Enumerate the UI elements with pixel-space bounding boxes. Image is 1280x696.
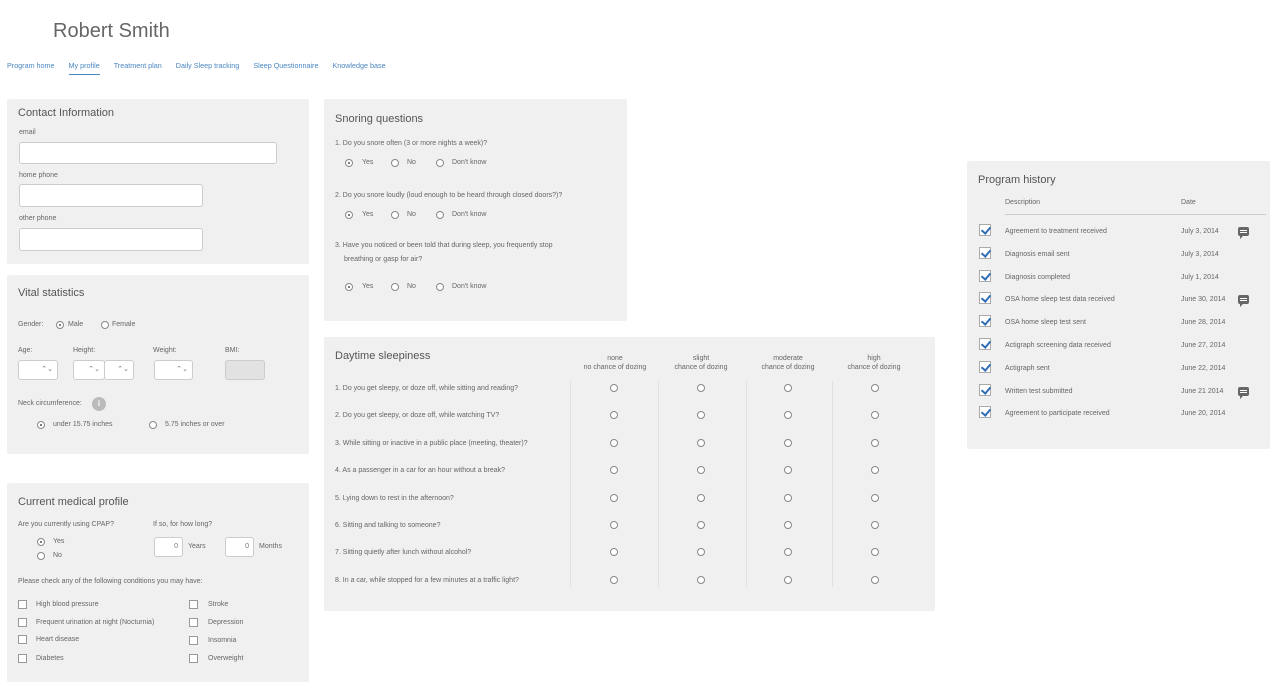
home-phone-label: home phone [19, 172, 58, 179]
sleepiness-radio[interactable] [610, 576, 618, 584]
sleepiness-radio[interactable] [871, 576, 879, 584]
snoring-q3-cont: breathing or gasp for air? [344, 256, 423, 263]
sleepiness-question: 5. Lying down to rest in the afternoon? [335, 494, 454, 502]
vitals-panel [7, 275, 309, 454]
cpap-duration-label: If so, for how long? [153, 521, 213, 528]
history-date: June 30, 2014 [1181, 296, 1226, 304]
user-name: Robert Smith [53, 20, 170, 42]
neck-under-label: under 15.75 inches [53, 421, 113, 428]
comment-icon[interactable] [1238, 227, 1249, 236]
contact-panel [7, 99, 309, 264]
sleepiness-radio[interactable] [697, 548, 705, 556]
sleepiness-radio[interactable] [871, 384, 879, 392]
sleepiness-radio[interactable] [697, 521, 705, 529]
q1-dontknow-radio[interactable] [436, 159, 444, 167]
history-check-icon [979, 384, 991, 396]
history-header-divider [1005, 214, 1266, 215]
sleepiness-question: 8. In a car, while stopped for a few minutes at a traffic light? [335, 576, 519, 584]
history-date: June 21 2014 [1181, 387, 1224, 395]
q3-no-label: No [407, 283, 416, 290]
sleepiness-radio[interactable] [610, 521, 618, 529]
cpap-yes-label: Yes [53, 538, 65, 545]
history-date: July 1, 2014 [1181, 273, 1219, 281]
column-divider [746, 381, 747, 587]
q1-yes-label: Yes [362, 159, 374, 166]
sleepiness-radio[interactable] [697, 576, 705, 584]
height-inches-spinner[interactable]: ⌃⌄ [104, 360, 134, 380]
col-moderate-l2: chance of dozing [761, 364, 815, 371]
q1-yes-radio[interactable] [345, 159, 353, 167]
condition-label: Heart disease [36, 636, 80, 643]
sleepiness-radio[interactable] [697, 411, 705, 419]
medical-panel [7, 483, 309, 682]
years-spinner[interactable]: 0 [154, 537, 183, 557]
condition-label: Frequent urination at night (Nocturnia) [36, 619, 155, 626]
history-date: June 22, 2014 [1181, 364, 1226, 372]
sleepiness-radio[interactable] [871, 521, 879, 529]
sleepiness-radio[interactable] [784, 521, 792, 529]
sleepiness-question: 2. Do you get sleepy, or doze off, while watching TV? [335, 412, 500, 420]
sleepiness-question: 4. As a passenger in a car for an hour without a break? [335, 467, 506, 475]
age-spinner[interactable]: ⌃⌄ [18, 360, 58, 380]
snoring-q3: 3. Have you noticed or been told that during sleep, you frequently stop [335, 242, 553, 249]
column-divider [658, 381, 659, 587]
comment-icon[interactable] [1238, 295, 1249, 304]
nav-knowledge-base[interactable]: Knowledge base [332, 61, 386, 70]
sleepiness-question: 6. Sitting and talking to someone? [335, 522, 441, 529]
email-input[interactable] [19, 142, 277, 164]
history-title: Program history [978, 174, 1056, 186]
q3-yes-label: Yes [362, 283, 374, 290]
history-check-icon [979, 315, 991, 327]
condition-label: Insomnia [208, 637, 237, 644]
q1-dontknow-label: Don't know [452, 159, 487, 166]
sleepiness-radio[interactable] [784, 439, 792, 447]
gender-label: Gender: [18, 321, 44, 328]
q1-no-label: No [407, 159, 416, 166]
neck-label: Neck circumference: [18, 400, 82, 407]
height-label: Height: [73, 347, 96, 354]
history-check-icon [979, 406, 991, 418]
sleepiness-radio[interactable] [610, 411, 618, 419]
history-check-icon [979, 292, 991, 304]
col-none-l1: none [607, 355, 623, 362]
contact-title: Contact Information [18, 107, 114, 119]
snoring-panel [324, 99, 627, 321]
history-date: June 28, 2014 [1181, 319, 1226, 327]
history-description: Actigraph sent [1005, 364, 1050, 372]
history-check-icon [979, 270, 991, 282]
q2-no-radio[interactable] [391, 211, 399, 219]
col-high-l1: high [867, 355, 881, 362]
home-phone-input[interactable] [19, 184, 203, 207]
snoring-title: Snoring questions [335, 113, 424, 125]
history-col-description: Description [1005, 199, 1041, 206]
condition-label: Depression [208, 619, 244, 626]
sleepiness-radio[interactable] [697, 439, 705, 447]
sleepiness-radio[interactable] [871, 548, 879, 556]
gender-male-radio[interactable] [56, 321, 64, 329]
months-label: Months [259, 543, 282, 550]
neck-over-radio[interactable] [149, 421, 157, 429]
col-high-l2: chance of dozing [847, 364, 901, 371]
neck-under-radio[interactable] [37, 421, 45, 429]
sleepiness-radio[interactable] [871, 411, 879, 419]
condition-checkbox[interactable] [189, 618, 198, 627]
years-label: Years [188, 543, 206, 550]
weight-label: Weight: [153, 347, 177, 354]
history-date: June 27, 2014 [1181, 342, 1226, 349]
condition-label: Diabetes [36, 655, 64, 662]
comment-icon[interactable] [1238, 387, 1249, 396]
q2-dontknow-radio[interactable] [436, 211, 444, 219]
history-check-icon [979, 224, 991, 236]
months-spinner[interactable]: 0 [225, 537, 254, 557]
col-slight-l1: slight [692, 355, 710, 362]
history-check-icon [979, 361, 991, 373]
history-col-date: Date [1181, 199, 1196, 206]
condition-checkbox[interactable] [189, 636, 198, 645]
gender-male-label: Male [68, 321, 84, 328]
bmi-label: BMI: [225, 347, 240, 354]
cpap-question: Are you currently using CPAP? [18, 521, 114, 528]
sleepiness-question: 3. While sitting or inactive in a public place (meeting, theater)? [335, 439, 528, 447]
snoring-q2: 2. Do you snore loudly (loud enough to be heard through closed doors?)? [335, 192, 563, 199]
history-date: July 3, 2014 [1181, 228, 1219, 235]
cpap-no-radio[interactable] [37, 552, 45, 560]
history-panel [967, 161, 1270, 449]
sleepiness-radio[interactable] [697, 384, 705, 392]
condition-checkbox[interactable] [18, 635, 27, 644]
nav-sleep-questionnaire[interactable]: Sleep Questionnaire [253, 61, 319, 70]
history-description: Actigraph screening data received [1005, 342, 1111, 349]
conditions-question: Please check any of the following conditions you may have: [18, 578, 203, 585]
history-description: Written test submitted [1005, 387, 1073, 395]
condition-checkbox[interactable] [18, 600, 27, 609]
sleepiness-radio[interactable] [784, 576, 792, 584]
nav-treatment-plan[interactable]: Treatment plan [113, 61, 162, 70]
daytime-title: Daytime sleepiness [335, 350, 431, 362]
history-description: Agreement to treatment received [1005, 228, 1107, 235]
history-date: June 20, 2014 [1181, 410, 1226, 418]
col-none-l2: no chance of dozing [583, 364, 647, 371]
height-feet-spinner[interactable]: ⌃⌄ [73, 360, 105, 380]
sleepiness-radio[interactable] [784, 494, 792, 502]
condition-label: Overweight [208, 655, 244, 662]
sleepiness-radio[interactable] [610, 466, 618, 474]
column-divider [832, 381, 833, 587]
other-phone-input[interactable] [19, 228, 203, 251]
gender-female-radio[interactable] [101, 321, 109, 329]
q3-yes-radio[interactable] [345, 283, 353, 291]
condition-label: High blood pressure [36, 601, 99, 608]
history-date: July 3, 2014 [1181, 250, 1219, 258]
history-description: Agreement to participate received [1005, 410, 1110, 418]
medical-title: Current medical profile [18, 496, 129, 508]
col-slight-l2: chance of dozing [674, 364, 728, 371]
sleepiness-radio[interactable] [610, 439, 618, 447]
q1-no-radio[interactable] [391, 159, 399, 167]
sleepiness-radio[interactable] [871, 494, 879, 502]
history-description: OSA home sleep test sent [1005, 319, 1086, 327]
daytime-panel [324, 337, 935, 611]
nav-program-home[interactable]: Program home [7, 61, 55, 70]
info-icon[interactable]: i [92, 397, 106, 411]
q2-yes-radio[interactable] [345, 211, 353, 219]
cpap-no-label: No [53, 552, 62, 559]
condition-checkbox[interactable] [189, 600, 198, 609]
history-description: OSA home sleep test data received [1005, 296, 1115, 304]
sleepiness-question: 7. Sitting quietly after lunch without alcohol? [335, 549, 472, 557]
q3-dontknow-label: Don't know [452, 283, 487, 290]
column-divider [570, 381, 571, 587]
main-nav [7, 61, 400, 75]
q2-no-label: No [407, 211, 416, 218]
q2-yes-label: Yes [362, 211, 374, 218]
sleepiness-radio[interactable] [871, 439, 879, 447]
history-description: Diagnosis email sent [1005, 250, 1070, 258]
sleepiness-radio[interactable] [784, 411, 792, 419]
sleepiness-radio[interactable] [697, 494, 705, 502]
sleepiness-radio[interactable] [871, 466, 879, 474]
history-check-icon [979, 338, 991, 350]
q3-no-radio[interactable] [391, 283, 399, 291]
bmi-field [225, 360, 265, 380]
sleepiness-radio[interactable] [610, 384, 618, 392]
other-phone-label: other phone [19, 215, 57, 222]
q2-dontknow-label: Don't know [452, 211, 487, 218]
col-moderate-l1: moderate [773, 355, 803, 362]
weight-spinner[interactable]: ⌃⌄ [154, 360, 193, 380]
history-check-icon [979, 247, 991, 259]
gender-female-label: Female [112, 321, 136, 328]
sleepiness-radio[interactable] [784, 384, 792, 392]
sleepiness-radio[interactable] [610, 548, 618, 556]
condition-checkbox[interactable] [18, 618, 27, 627]
condition-label: Stroke [208, 601, 229, 608]
condition-checkbox[interactable] [18, 654, 27, 663]
sleepiness-radio[interactable] [697, 466, 705, 474]
vitals-title: Vital statistics [18, 287, 85, 299]
snoring-q1: 1. Do you snore often (3 or more nights a week)? [335, 140, 488, 147]
sleepiness-question: 1. Do you get sleepy, or doze off, while sitting and reading? [335, 385, 519, 392]
age-label: Age: [18, 347, 33, 354]
sleepiness-radio[interactable] [784, 466, 792, 474]
q3-dontknow-radio[interactable] [436, 283, 444, 291]
condition-checkbox[interactable] [189, 654, 198, 663]
sleepiness-radio[interactable] [784, 548, 792, 556]
email-label: email [19, 129, 36, 136]
nav-daily-sleep-tracking[interactable]: Daily Sleep tracking [175, 61, 240, 70]
neck-over-label: 5.75 inches or over [165, 421, 225, 428]
cpap-yes-radio[interactable] [37, 538, 45, 546]
history-description: Diagnosis completed [1005, 273, 1070, 281]
nav-my-profile[interactable]: My profile [69, 61, 100, 75]
sleepiness-radio[interactable] [610, 494, 618, 502]
